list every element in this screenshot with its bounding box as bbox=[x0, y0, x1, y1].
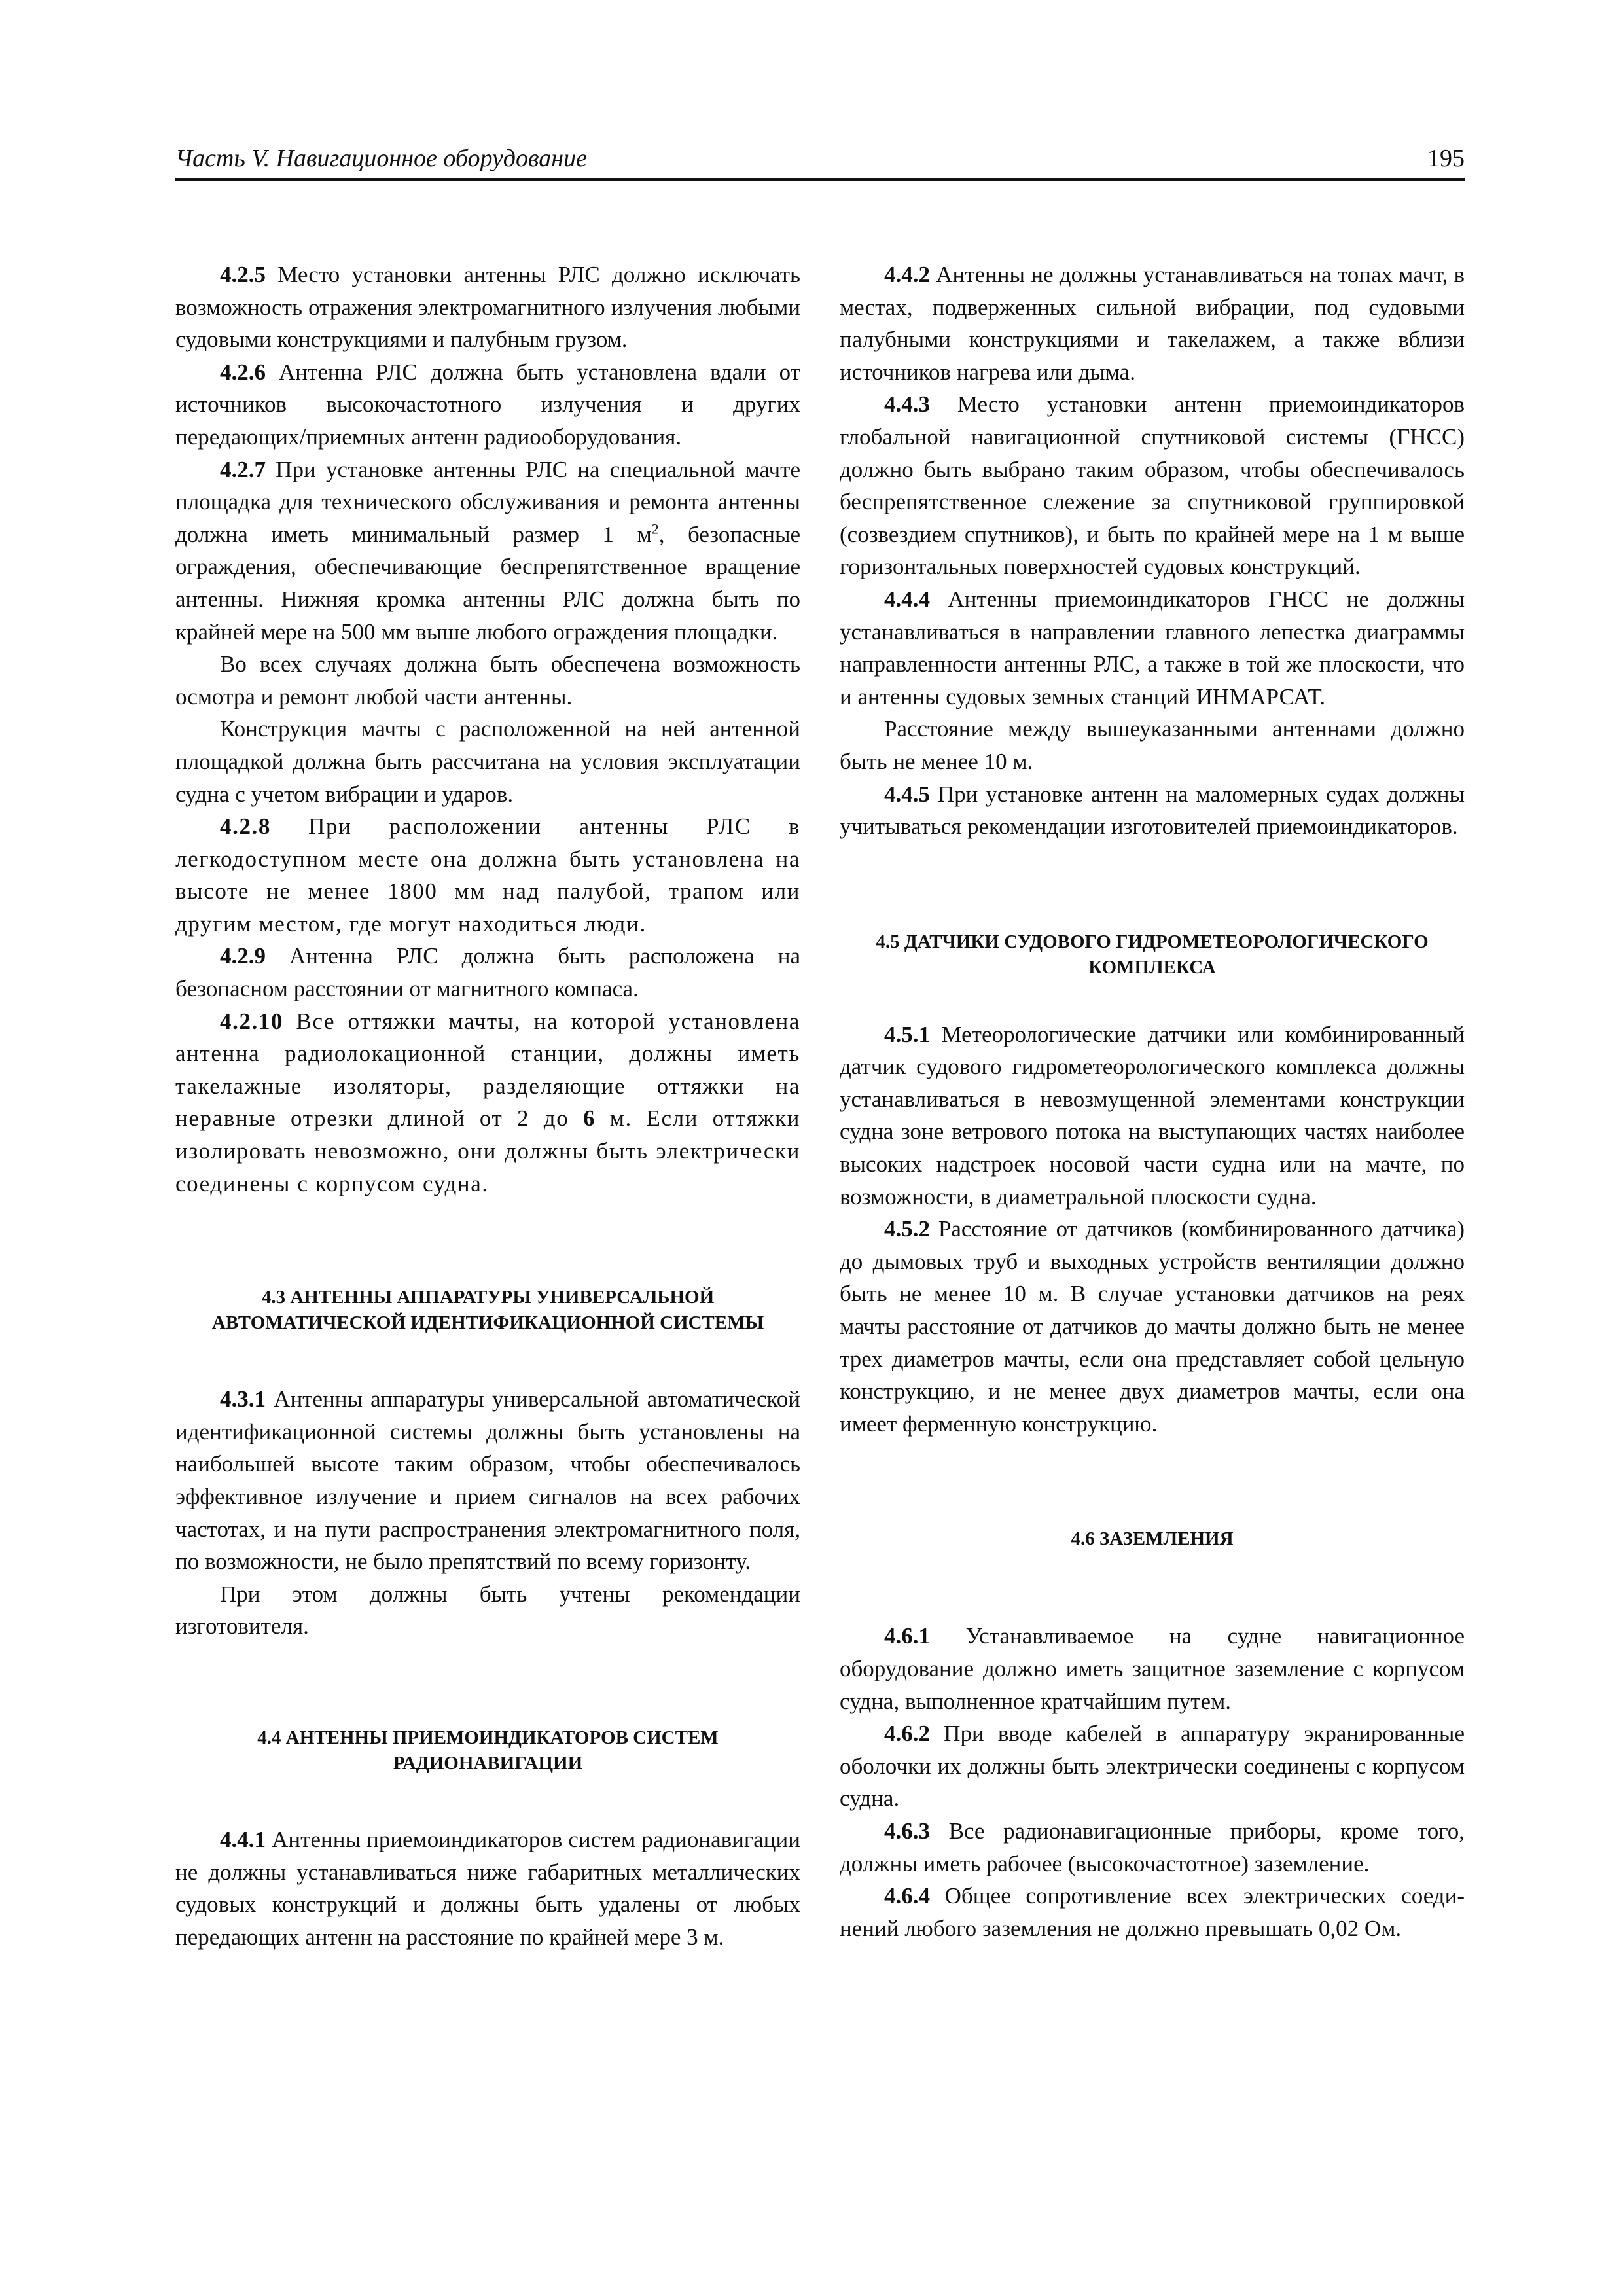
section-heading-4-5: 4.5 ДАТЧИКИ СУДОВОГО ГИДРОМЕТЕОРОЛОГИЧЕСКОГО КОМПЛЕКСА bbox=[876, 931, 1429, 978]
paragraph-4-2-10: 4.2.10 Все оттяжки мачты, на которой установлена антенна радиолокационной станции, должны иметь такелажные изоляторы, разделяющие оттяжки на неравные отрезки длиной от 2 до 6 м. Если оттяжки изолировать невозможно, они должны быть электрически соединены с корпусом судна. bbox=[175, 1008, 801, 1196]
paragraph-4-2-9: 4.2.9 Антенна РЛС должна быть расположена на безопасном расстоянии от магнитного компаса. bbox=[175, 943, 800, 1002]
paragraph-4-4-1: 4.4.1 Антенны приемоиндикаторов систем радионавигации не должны устанавливаться ниже габаритных металлических судовых конструкций и должны быть удалены от любых передающих антенн на расстояние по крайней мере 3 м. bbox=[175, 1826, 800, 1950]
paragraph-4-6-4: 4.6.4 Общее сопротивление всех электрических соединений любого заземления не должно превышать 0,02 Ом. bbox=[840, 1883, 1465, 1941]
paragraph-4-6-2: 4.6.2 При вводе кабелей в аппаратуру экранированные оболочки их должны быть электрически соединены с корпусом судна. bbox=[840, 1721, 1465, 1812]
section-heading-4-3: 4.3 АНТЕННЫ АППАРАТУРЫ УНИВЕРСАЛЬНОЙ АВТОМАТИЧЕСКОЙ ИДЕНТИФИКАЦИОННОЙ СИСТЕМЫ bbox=[211, 1287, 764, 1334]
paragraph-4-4-2: 4.4.2 Антенны не должны устанавливаться на топах мачт, в местах, подверженных сильной вибрации, под судовыми палубными конструкциями и такелажем, а также вблизи источников нагрева или дыма. bbox=[840, 262, 1465, 385]
paragraph-4-2-8: 4.2.8 При расположении антенны РЛС в легкодоступном месте она должна быть установлена на высоте не менее 1800 мм над палубой, трапом или другим местом, где могут находиться люди. bbox=[175, 814, 800, 937]
paragraph-4-3-1: 4.3.1 Антенны аппаратуры универсальной автоматической идентификационной системы должны быть установлены на наибольшей высоте таким образом, чтобы обеспечивалось эффективное излучение и прием сигналов на всех рабочих частотах, и на пути распространения электромагнитного поля, по возможности, не было препятствий по всему горизонту. bbox=[175, 1386, 800, 1575]
left-column bbox=[175, 259, 800, 1953]
running-title: Часть V. Навигационное оборудование bbox=[175, 145, 587, 172]
paragraph-4-4-5: 4.4.5 При установке антенн на маломерных судах должны учитываться рекомендации изготовителей приемоиндикаторов. bbox=[840, 781, 1465, 840]
paragraph-manufacturer: При этом должны быть учтены рекомендации изготовителя. bbox=[175, 1581, 800, 1640]
superscript: 2 bbox=[651, 520, 659, 537]
paragraph-distance: Расстояние между вышеуказанными антеннами должно быть не менее 10 м. bbox=[840, 716, 1465, 774]
paragraph-4-4-3: 4.4.3 Место установки антенн приемоиндикаторов глобальной навигационной спутниковой системы (ГНСС) должно быть выбрано таким образом, чтобы обеспечивалось беспрепятственное слежение за спутниковой группировкой (созвездием спутников), и быть по крайней мере на 1 м выше горизонтальных поверхностей судовых конструкций. bbox=[840, 391, 1465, 580]
paragraph-4-2-6: 4.2.6 Антенна РЛС должна быть установлена вдали от источников высокочастотного излучения и других передающих/приемных антенн радиооборудования. bbox=[175, 359, 800, 450]
section-heading-4-4: 4.4 АНТЕННЫ ПРИЕМОИНДИКАТОРОВ СИСТЕМ РАДИОНАВИГАЦИИ bbox=[257, 1727, 719, 1774]
paragraph-4-2-5: 4.2.5 Место установки антенны РЛС должно исключать возможность отражения электромагнитного излучения любыми судовыми конструкциями и палубным грузом. bbox=[175, 262, 800, 353]
section-heading-4-6: 4.6 ЗАЗЕМЛЕНИЯ bbox=[1071, 1528, 1234, 1550]
paragraph-4-4-4: 4.4.4 Антенны приемоиндикаторов ГНСС не должны устанавливаться в направлении главного лепестка диаграммы направленности антенны РЛС, а также в той же плоскости, что и антенны судовых земных станций ИНМАРСАТ. bbox=[840, 586, 1465, 709]
paragraph-4-6-3: 4.6.3 Все радионавигационные приборы, кроме того, должны иметь рабочее (высокочастотное) заземление. bbox=[840, 1818, 1465, 1876]
right-column bbox=[840, 259, 1465, 1945]
page-header bbox=[175, 139, 1465, 181]
paragraph-mast-construction: Конструкция мачты с расположенной на ней антенной площадкой должна быть рассчитана на условия эксплуатации судна с учетом вибрации и ударов. bbox=[175, 716, 800, 807]
paragraph-4-2-7: 4.2.7 При установке антенны РЛС на специальной мачте площадка для технического обслуживания и ремонта антенны должна иметь минимальный размер 1 $м^2$, безопасные ограждения, обеспечивающие беспрепятственное вращение антенны. Нижняя кромка антенны РЛС должна быть по крайней мере на 500 мм выше любого ограждения площадки. bbox=[175, 456, 800, 645]
paragraph-4-5-2: 4.5.2 Расстояние от датчиков (комбинированного датчика) до дымовых труб и выходных устройств вентиляции должно быть не менее 10 м. В случае установки датчиков на реях мачты расстояние от датчиков до мачты должно быть не менее трех диаметров мачты, если она представляет собой цельную конструкцию, и не менее двух диаметров мачты, если она имеет ферменную конструкцию. bbox=[840, 1216, 1465, 1437]
paragraph-4-5-1: 4.5.1 Метеорологические датчики или комбинированный датчик судового гидрометеорологического комплекса должны устанавливаться в невозмущенной элементами конструкции судна зоне ветрового потока на выступающих частях наиболее высоких надстроек носовой части судна или на мачте, по возможности, в диаметральной плоскости судна. bbox=[840, 1021, 1465, 1210]
page-number: 195 bbox=[1427, 145, 1465, 172]
paragraph-4-6-1: 4.6.1 Устанавливаемое на судне навигационное оборудование должно иметь защитное заземление с корпусом судна, выполненное кратчайшим путем. bbox=[840, 1623, 1465, 1714]
paragraph-all-cases: Во всех случаях должна быть обеспечена возможность осмотра и ремонт любой части антенны. bbox=[175, 651, 800, 709]
